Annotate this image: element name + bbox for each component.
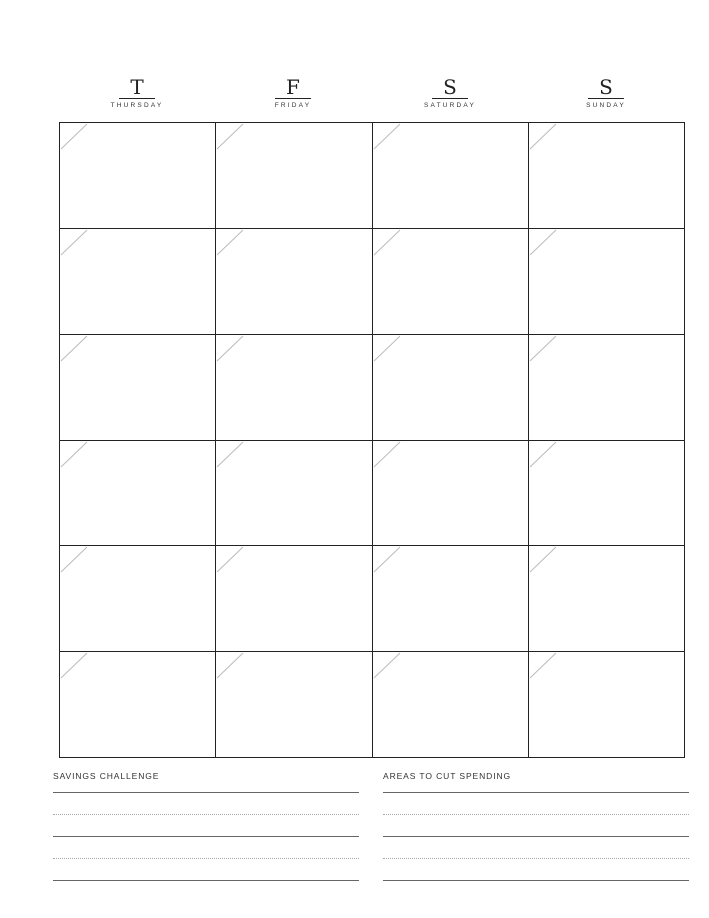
date-slash-mark: [529, 229, 559, 259]
calendar-day-cell[interactable]: [529, 546, 685, 652]
calendar-day-cell[interactable]: [529, 441, 685, 547]
date-slash-mark: [529, 123, 559, 153]
calendar-day-cell[interactable]: [60, 335, 216, 441]
date-slash-mark: [60, 335, 90, 365]
date-slash-mark: [216, 652, 246, 682]
section-title: AREAS TO CUT SPENDING: [383, 771, 512, 781]
writing-line[interactable]: [383, 792, 689, 793]
day-name: THURSDAY: [110, 102, 164, 109]
calendar-day-cell[interactable]: [529, 123, 685, 229]
writing-line[interactable]: [53, 880, 359, 881]
date-slash-mark: [216, 123, 246, 153]
calendar-day-cell[interactable]: [529, 335, 685, 441]
calendar-day-cell[interactable]: [216, 441, 372, 547]
calendar-day-cell[interactable]: [60, 652, 216, 758]
date-slash-mark: [373, 652, 403, 682]
calendar-day-cell[interactable]: [60, 229, 216, 335]
day-header-thursday: [59, 76, 215, 109]
day-letter: F: [286, 75, 300, 99]
section-title: SAVINGS CHALLENGE: [53, 771, 160, 781]
day-letter: S: [599, 75, 613, 99]
writing-line[interactable]: [383, 814, 689, 815]
calendar-day-cell[interactable]: [373, 546, 529, 652]
writing-line[interactable]: [383, 880, 689, 881]
calendar-day-cell[interactable]: [373, 652, 529, 758]
day-header-sunday: [528, 76, 684, 109]
writing-line[interactable]: [383, 836, 689, 837]
date-slash-mark: [373, 123, 403, 153]
date-slash-mark: [529, 335, 559, 365]
calendar-day-cell[interactable]: [216, 229, 372, 335]
calendar-day-cell[interactable]: [373, 335, 529, 441]
date-slash-mark: [216, 335, 246, 365]
day-name: SUNDAY: [586, 102, 626, 109]
calendar-grid: [59, 122, 685, 758]
date-slash-mark: [373, 441, 403, 471]
day-name: FRIDAY: [274, 102, 312, 109]
date-slash-mark: [373, 335, 403, 365]
calendar-day-cell[interactable]: [60, 441, 216, 547]
date-slash-mark: [216, 229, 246, 259]
date-slash-mark: [529, 546, 559, 576]
day-letter: T: [130, 75, 144, 99]
savings-challenge-section: [53, 771, 359, 783]
calendar-day-cell[interactable]: [216, 123, 372, 229]
writing-line[interactable]: [53, 836, 359, 837]
writing-line[interactable]: [53, 858, 359, 859]
date-slash-mark: [216, 546, 246, 576]
date-slash-mark: [60, 123, 90, 153]
date-slash-mark: [60, 441, 90, 471]
calendar-day-cell[interactable]: [60, 123, 216, 229]
writing-line[interactable]: [383, 858, 689, 859]
calendar-day-cell[interactable]: [216, 546, 372, 652]
calendar-day-cell[interactable]: [529, 652, 685, 758]
date-slash-mark: [60, 229, 90, 259]
calendar-day-cell[interactable]: [373, 441, 529, 547]
day-header-friday: [215, 76, 371, 109]
calendar-day-cell[interactable]: [60, 546, 216, 652]
writing-line[interactable]: [53, 814, 359, 815]
calendar-day-cell[interactable]: [529, 229, 685, 335]
day-name: SATURDAY: [423, 102, 477, 109]
calendar-day-cell[interactable]: [373, 123, 529, 229]
areas-to-cut-spending-section: [383, 771, 689, 783]
date-slash-mark: [60, 652, 90, 682]
date-slash-mark: [529, 441, 559, 471]
day-letter: S: [443, 75, 457, 99]
day-header-saturday: [372, 76, 528, 109]
date-slash-mark: [529, 652, 559, 682]
calendar-day-cell[interactable]: [216, 652, 372, 758]
date-slash-mark: [216, 441, 246, 471]
writing-line[interactable]: [53, 792, 359, 793]
date-slash-mark: [373, 546, 403, 576]
date-slash-mark: [373, 229, 403, 259]
date-slash-mark: [60, 546, 90, 576]
calendar-day-cell[interactable]: [373, 229, 529, 335]
calendar-day-cell[interactable]: [216, 335, 372, 441]
